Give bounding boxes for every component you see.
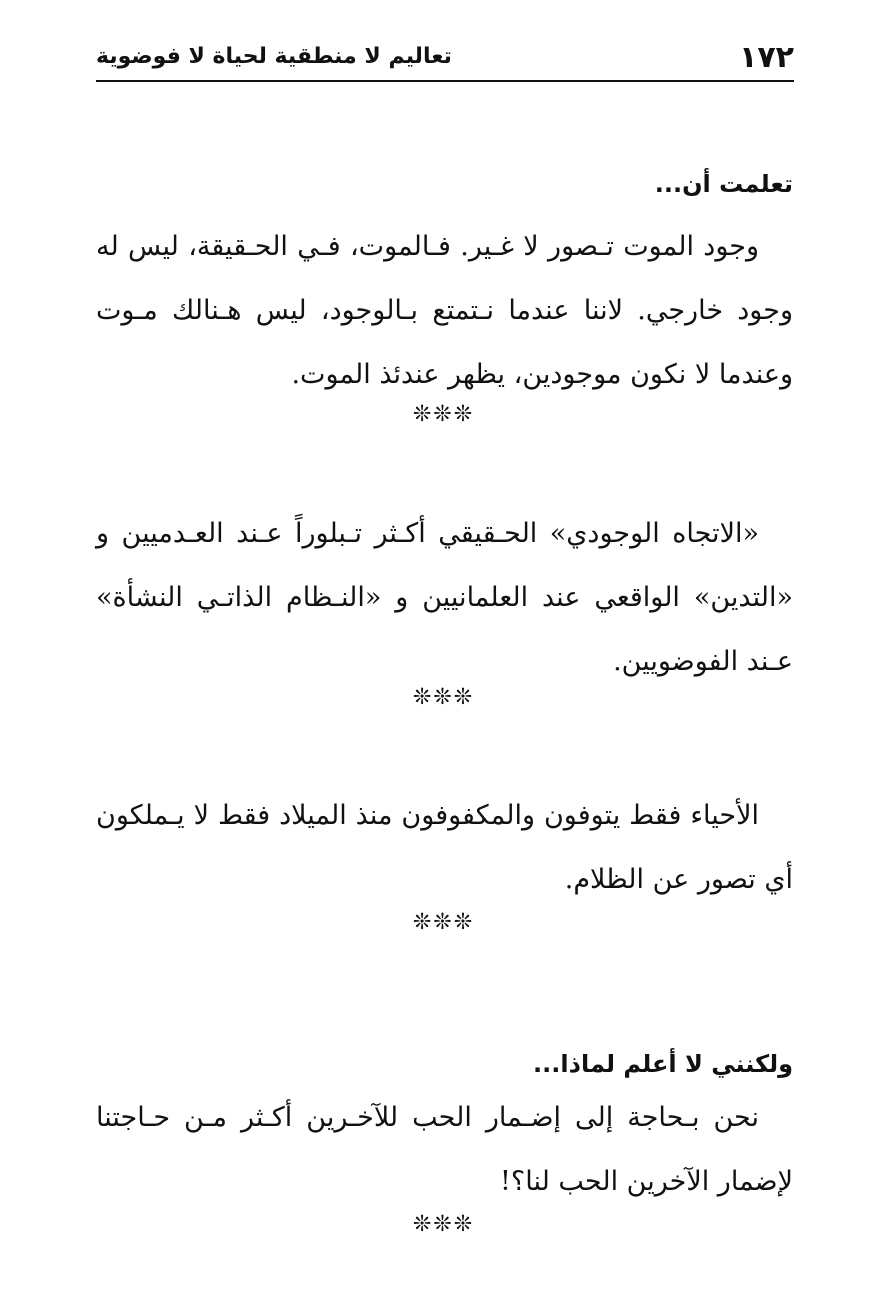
separator-4: ❊❊❊ (412, 1212, 475, 1237)
running-title: تعاليم لا منطقية لحياة لا فوضوية (96, 44, 452, 69)
paragraph-1-text: وجود الموت تـصور لا غـير. فـالموت، فـي الحـقيقة، ليس له وجود خارجي. لاننا عندما نـتمتع بـالوجود، ليس هـنالك مـوت وعندما لا نكون موجودين، يظهر عندئذ الموت. (96, 231, 793, 390)
paragraph-3 (96, 784, 793, 912)
separator-3: ❊❊❊ (412, 910, 475, 935)
paragraph-4 (96, 1086, 793, 1214)
paragraph-2-text: «الاتجاه الوجودي» الحـقيقي أكـثر تـبلوراً عـند العـدميين و «التدين» الواقعي عند العلمانيين و «النـظام الذاتـي النشأة» عـند الفوضويين. (96, 518, 793, 677)
page-header (96, 36, 794, 82)
separator-1: ❊❊❊ (412, 402, 475, 427)
paragraph-1 (96, 215, 793, 407)
paragraph-2 (96, 502, 793, 694)
section-heading-2: ولكنني لا أعلم لماذا... (533, 1050, 793, 1078)
section-heading-1: تعلمت أن... (654, 170, 793, 198)
separator-2: ❊❊❊ (412, 685, 475, 710)
paragraph-3-text: الأحياء فقط يتوفون والمكفوفون منذ الميلاد فقط لا يـملكون أي تصور عن الظلام. (96, 800, 793, 895)
page-number: ١٧٢ (739, 40, 794, 75)
paragraph-4-text: نحن بـحاجة إلى إضـمار الحب للآخـرين أكـثر مـن حـاجتنا لإضمار الآخرين الحب لنا؟! (96, 1102, 793, 1197)
